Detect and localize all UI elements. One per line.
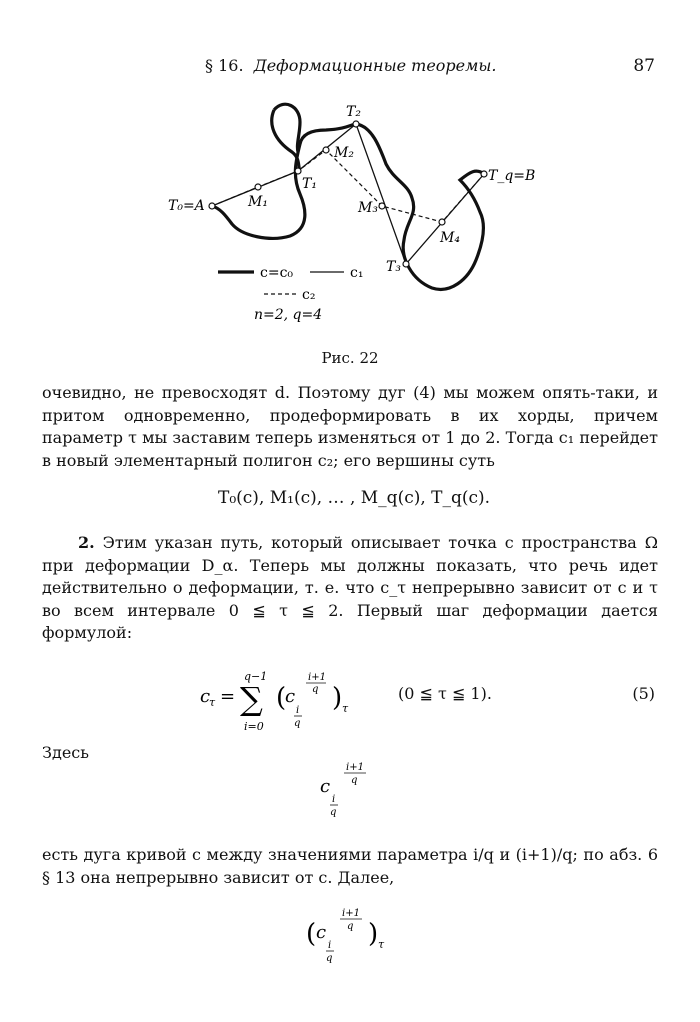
label-M4: M₄ [440, 230, 460, 246]
svg-text:τ: τ [378, 938, 385, 951]
label-T2: T₂ [346, 104, 361, 120]
legend-c2: c₂ [302, 287, 316, 303]
svg-text:c: c [320, 776, 331, 797]
svg-text:c: c [285, 686, 296, 707]
svg-text:(: ( [276, 683, 287, 713]
svg-text:i: i [328, 940, 332, 951]
svg-text:c: c [316, 922, 327, 943]
svg-text:): ) [368, 919, 379, 949]
vertex-M2 [323, 147, 329, 153]
svg-text:i: i [332, 794, 336, 805]
legend-c0: c=c₀ [260, 265, 294, 281]
figure-caption: Рис. 22 [321, 349, 379, 367]
vertex-M3 [379, 203, 385, 209]
vertex-T2 [353, 121, 359, 127]
running-header [0, 56, 700, 80]
paragraph-1: очевидно, не превосходят d. Поэтому дуг (4) мы можем опять-таки, и притом одновременно, продеформировать в их хорды, причем параметр τ мы заставим теперь изменяться от 1 до 2. Тогда c₁ перейдет в новый элементарный полигон c₂; его вершины суть [42, 383, 658, 470]
vertex-M4 [439, 219, 445, 225]
equation-5 [200, 668, 370, 743]
equation-5-number: (5) [632, 684, 655, 703]
header-title [205, 56, 497, 75]
figure-22 [150, 100, 570, 340]
label-Tq-B: T_q=B [488, 168, 536, 184]
svg-text:q−1: q−1 [244, 670, 268, 683]
svg-text:q: q [312, 684, 319, 695]
label-M2: M₂ [334, 145, 354, 161]
svg-text:c: c [200, 686, 211, 707]
vertex-M1 [255, 184, 261, 190]
svg-text:τ: τ [209, 696, 216, 709]
svg-text:q: q [326, 953, 333, 964]
vertex-T1 [295, 168, 301, 174]
paragraph-2-body: Этим указан путь, который описывает точка c пространства Ω при деформации D_α. Теперь мы должны показать, что речь идет действительно о деформации, т. е. что c_τ непрерывно зависит от c и τ во всем интервале 0 ≦ τ ≦ 2. Первый шаг деформации дается формулой: [42, 533, 659, 642]
deformation-diagram [150, 100, 570, 340]
svg-text:(: ( [306, 919, 317, 949]
equation-5-condition: (0 ≦ τ ≦ 1). [398, 684, 492, 703]
arc-symbol-svg [320, 758, 380, 818]
svg-text:i=0: i=0 [244, 720, 264, 733]
svg-text:i: i [296, 705, 300, 716]
svg-text:q: q [330, 807, 337, 818]
svg-text:q: q [351, 775, 358, 786]
page-number: 87 [633, 56, 655, 76]
vertex-Tq [481, 171, 487, 177]
arc-symbol [320, 758, 380, 823]
item-number: 2. [78, 533, 95, 552]
paragraph-2 [42, 532, 658, 645]
label-T1: T₁ [302, 176, 317, 192]
svg-text:i+1: i+1 [346, 762, 364, 773]
paragraph-4: есть дуга кривой c между значениями параметра i/q и (i+1)/q; по абз. 6 § 13 она непрерывно зависит от c. Далее, [42, 845, 658, 887]
chapter-title: Деформационные теоремы. [253, 56, 497, 75]
label-T0-A: T₀=A [168, 198, 205, 214]
label-M1: M₁ [248, 194, 268, 210]
svg-text:): ) [332, 683, 343, 713]
label-M3: M₃ [358, 200, 378, 216]
section-sign: § 16. [205, 56, 244, 75]
svg-text:τ: τ [342, 702, 349, 715]
svg-text:=: = [220, 686, 236, 707]
svg-text:q: q [347, 921, 354, 932]
legend-c1: c₁ [350, 265, 364, 281]
svg-text:∑: ∑ [240, 680, 263, 718]
svg-text:i+1: i+1 [342, 908, 360, 919]
vertex-T3 [403, 261, 409, 267]
paragraph-3: Здесь [42, 743, 89, 762]
svg-text:q: q [294, 718, 301, 729]
arc-symbol-tau [306, 904, 396, 969]
curve-c0 [211, 115, 307, 239]
label-T3: T₃ [386, 259, 401, 275]
arc-symbol-tau-svg [306, 904, 396, 964]
vertex-T0 [209, 203, 215, 209]
equation-5-svg [200, 668, 370, 738]
vertices-formula: T₀(c), M₁(c), … , M_q(c), T_q(c). [218, 488, 491, 508]
svg-text:i+1: i+1 [308, 672, 326, 683]
legend-params: n=2, q=4 [254, 307, 323, 323]
loop-upper-left [274, 104, 300, 152]
